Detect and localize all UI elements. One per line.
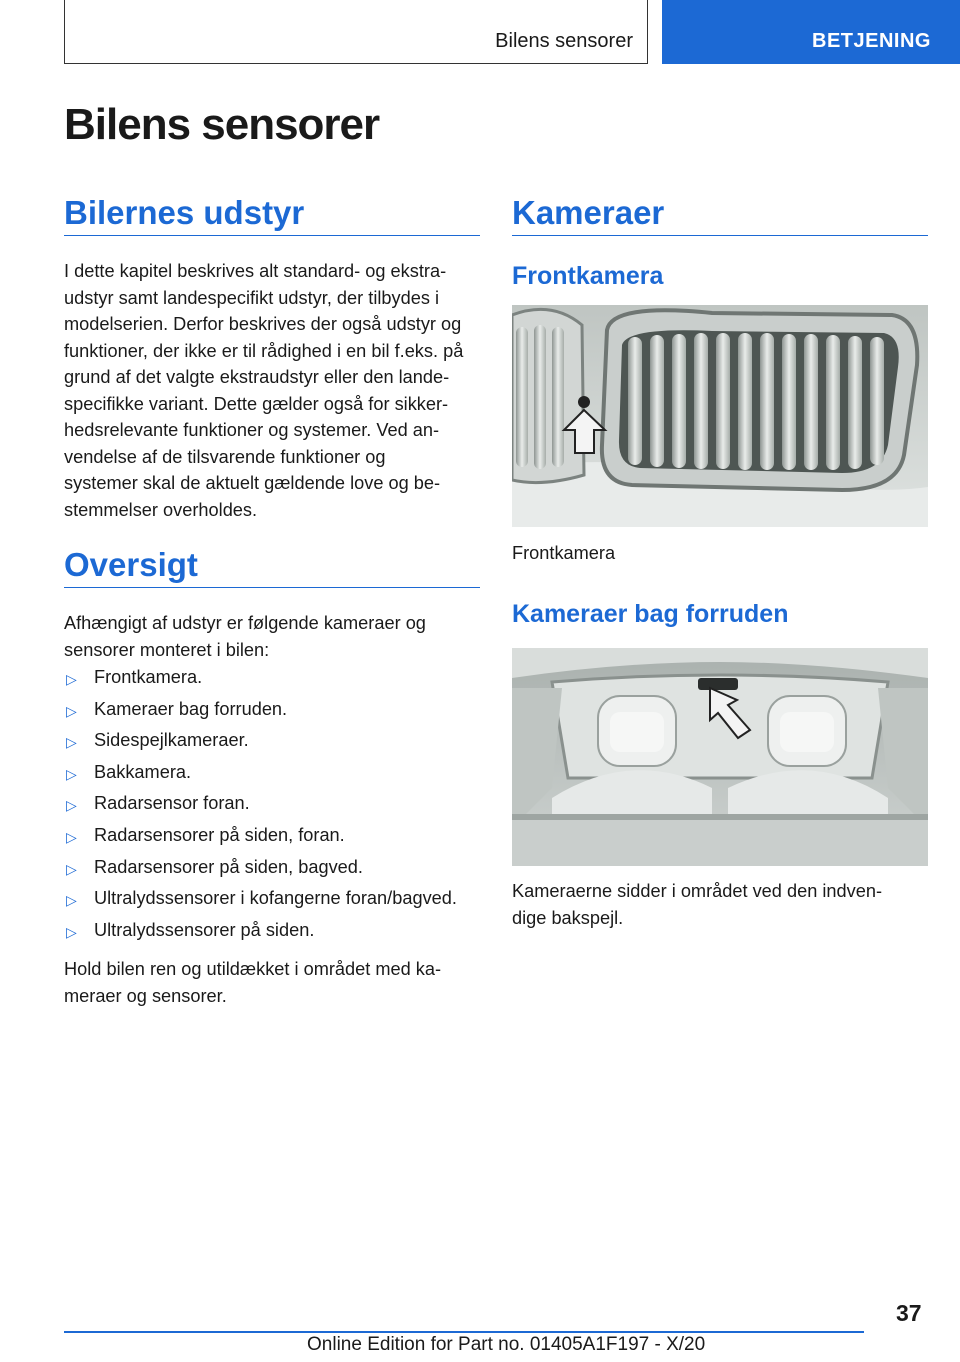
list-item: ▷ Radarsensorer på siden, foran.: [64, 822, 457, 854]
triangle-bullet-icon: ▷: [66, 892, 77, 909]
footer-divider: [64, 1331, 864, 1333]
header-section-title: Bilens sensorer: [495, 30, 633, 52]
text-line: hedsrelevante funktioner og systemer. Ved an-: [64, 420, 440, 440]
list-item: ▷ Ultralydssensorer i kofangerne foran/bagved.: [64, 885, 457, 917]
text-line: modelserien. Derfor beskrives der også udstyr og: [64, 314, 462, 334]
page-title: Bilens sensorer: [64, 100, 380, 149]
text-line: Kameraerne sidder i området ved den indven-: [512, 881, 883, 901]
triangle-bullet-icon: ▷: [66, 702, 77, 719]
overview-paragraph: [64, 610, 484, 663]
text-line: meraer og sensorer.: [64, 985, 227, 1006]
text-line: specifikke variant. Dette gælder også for sikker-: [64, 393, 449, 414]
text-line: grund af det valgte ekstraudstyr eller den lande-: [64, 367, 450, 387]
list-item: ▷ Ultralydssensorer på siden.: [64, 917, 457, 949]
list-item: ▷ Kameraer bag forruden.: [64, 696, 457, 728]
text-line: Hold bilen ren og utildækket i området med ka-: [64, 959, 442, 979]
text-line: systemer skal de aktuelt gældende love og be-: [64, 473, 441, 493]
triangle-bullet-icon: ▷: [66, 671, 77, 687]
text-line: sensorer monteret i bilen:: [64, 639, 270, 660]
triangle-bullet-icon: ▷: [66, 860, 77, 877]
heading-overview: Oversigt: [64, 546, 480, 588]
closing-paragraph: [64, 956, 484, 1009]
header-chapter-tab[interactable]: BETJENING: [662, 0, 960, 64]
triangle-bullet-icon: ▷: [66, 797, 77, 814]
list-item: ▷ Sidespejlkameraer.: [64, 727, 457, 759]
text-line: Afhængigt af udstyr er følgende kameraer og: [64, 613, 426, 633]
triangle-bullet-icon: ▷: [66, 828, 77, 845]
equipment-paragraph: [64, 258, 484, 523]
heading-front-camera: Frontkamera: [512, 262, 664, 290]
heading-equipment: Bilernes udstyr: [64, 194, 480, 236]
triangle-bullet-icon: ▷: [66, 765, 77, 782]
heading-cameras: Kameraer: [512, 194, 928, 236]
heading-windshield-cameras: Kameraer bag forruden: [512, 600, 789, 628]
front-camera-figure: [512, 305, 928, 527]
text-line: I dette kapitel beskrives alt standard- og ekstra-: [64, 261, 447, 281]
front-grille-illustration: [512, 305, 928, 527]
front-camera-caption: Frontkamera: [512, 543, 616, 563]
sensor-list: [64, 664, 457, 948]
page-number: 37: [896, 1300, 922, 1326]
list-item: ▷ Frontkamera.: [64, 664, 457, 696]
text-line: udstyr samt landespecifikt udstyr, der tilbydes i: [64, 287, 440, 308]
list-item: ▷ Radarsensorer på siden, bagved.: [64, 854, 457, 886]
car-interior-illustration: [512, 648, 928, 866]
list-item: ▷ Radarsensor foran.: [64, 790, 457, 822]
list-item: ▷ Bakkamera.: [64, 759, 457, 791]
text-line: stemmelser overholdes.: [64, 499, 258, 520]
triangle-bullet-icon: ▷: [66, 923, 77, 940]
text-line: funktioner, der ikke er til rådighed i en bil f.eks. på: [64, 340, 464, 361]
triangle-bullet-icon: ▷: [66, 734, 77, 751]
text-line: vendelse af de tilsvarende funktioner og: [64, 446, 386, 467]
footer-edition-text: Online Edition for Part no. 01405A1F197 - X/20: [307, 1334, 706, 1355]
header-box: [64, 0, 648, 64]
windshield-caption: [512, 878, 932, 931]
windshield-camera-figure: [512, 648, 928, 866]
text-line: dige bakspejl.: [512, 907, 624, 928]
